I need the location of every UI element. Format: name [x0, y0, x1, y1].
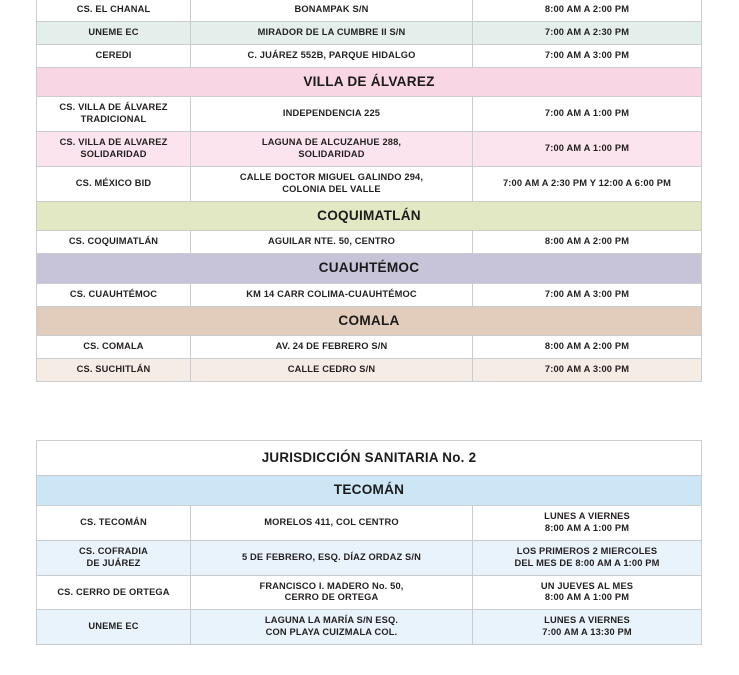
address-cell: C. JUÁREZ 552B, PARQUE HIDALGO	[191, 44, 473, 67]
section-header-row	[37, 254, 702, 284]
unit-name-cell: UNEME EC	[37, 610, 191, 645]
unit-name-cell: CS. EL CHANAL	[37, 0, 191, 21]
address-cell: MORELOS 411, COL CENTRO	[191, 506, 473, 541]
address-cell: LAGUNA LA MARÍA S/N ESQ. CON PLAYA CUIZMALA COL.	[191, 610, 473, 645]
jurisdiccion-1-body	[37, 0, 702, 382]
table-row	[37, 97, 702, 132]
address-cell: FRANCISCO I. MADERO No. 50, CERRO DE ORTEGA	[191, 575, 473, 610]
jurisdiccion-1-table-wrap	[36, 0, 702, 382]
schedule-cell: 7:00 AM A 3:00 PM	[473, 359, 702, 382]
schedule-cell: 7:00 AM A 3:00 PM	[473, 283, 702, 306]
section-header-title: COQUIMATLÁN	[37, 201, 702, 231]
section-header-title: TECOMÁN	[37, 476, 702, 506]
table-row	[37, 359, 702, 382]
schedule-cell: 7:00 AM A 1:00 PM	[473, 97, 702, 132]
unit-name-cell: CS. TECOMÁN	[37, 506, 191, 541]
address-cell: MIRADOR DE LA CUMBRE II S/N	[191, 21, 473, 44]
unit-name-cell: CS. CUAUHTÉMOC	[37, 283, 191, 306]
table-row	[37, 540, 702, 575]
unit-name-cell: CS. CERRO DE ORTEGA	[37, 575, 191, 610]
section-header-title: VILLA DE ÁLVAREZ	[37, 67, 702, 97]
jurisdiccion-2-table-wrap	[36, 440, 702, 645]
schedule-cell: 8:00 AM A 2:00 PM	[473, 336, 702, 359]
section-header-title: JURISDICCIÓN SANITARIA No. 2	[37, 441, 702, 476]
schedule-cell: 8:00 AM A 2:00 PM	[473, 231, 702, 254]
unit-name-cell: CS. COFRADIA DE JUÁREZ	[37, 540, 191, 575]
section-header-row	[37, 306, 702, 336]
jurisdiccion-2-table	[36, 440, 702, 645]
unit-name-cell: CS. VILLA DE ALVAREZ SOLIDARIDAD	[37, 132, 191, 167]
unit-name-cell: CS. SUCHITLÁN	[37, 359, 191, 382]
table-row	[37, 283, 702, 306]
unit-name-cell: UNEME EC	[37, 21, 191, 44]
section-header-row	[37, 441, 702, 476]
table-row	[37, 575, 702, 610]
schedule-cell: LUNES A VIERNES 8:00 AM A 1:00 PM	[473, 506, 702, 541]
address-cell: CALLE CEDRO S/N	[191, 359, 473, 382]
schedule-cell: UN JUEVES AL MES 8:00 AM A 1:00 PM	[473, 575, 702, 610]
schedule-cell: 7:00 AM A 1:00 PM	[473, 132, 702, 167]
section-header-row	[37, 476, 702, 506]
table-row	[37, 44, 702, 67]
section-header-row	[37, 201, 702, 231]
unit-name-cell: CS. COMALA	[37, 336, 191, 359]
unit-name-cell: CEREDI	[37, 44, 191, 67]
schedule-cell: LUNES A VIERNES 7:00 AM A 13:30 PM	[473, 610, 702, 645]
schedule-cell: 7:00 AM A 3:00 PM	[473, 44, 702, 67]
schedule-cell: 7:00 AM A 2:30 PM Y 12:00 A 6:00 PM	[473, 166, 702, 201]
section-header-title: CUAUHTÉMOC	[37, 254, 702, 284]
schedule-cell: LOS PRIMEROS 2 MIERCOLES DEL MES DE 8:00 AM A 1:00 PM	[473, 540, 702, 575]
table-row	[37, 166, 702, 201]
table-row	[37, 336, 702, 359]
unit-name-cell: CS. MÉXICO BID	[37, 166, 191, 201]
section-header-row	[37, 67, 702, 97]
address-cell: AV. 24 DE FEBRERO S/N	[191, 336, 473, 359]
address-cell: AGUILAR NTE. 50, CENTRO	[191, 231, 473, 254]
address-cell: LAGUNA DE ALCUZAHUE 288, SOLIDARIDAD	[191, 132, 473, 167]
address-cell: CALLE DOCTOR MIGUEL GALINDO 294, COLONIA DEL VALLE	[191, 166, 473, 201]
jurisdiccion-1-table	[36, 0, 702, 382]
table-row	[37, 0, 702, 21]
unit-name-cell: CS. VILLA DE ÁLVAREZ TRADICIONAL	[37, 97, 191, 132]
table-row	[37, 610, 702, 645]
table-row	[37, 231, 702, 254]
address-cell: 5 DE FEBRERO, ESQ. DÍAZ ORDAZ S/N	[191, 540, 473, 575]
table-row	[37, 506, 702, 541]
section-header-title: COMALA	[37, 306, 702, 336]
schedule-cell: 7:00 AM A 2:30 PM	[473, 21, 702, 44]
address-cell: INDEPENDENCIA 225	[191, 97, 473, 132]
address-cell: KM 14 CARR COLIMA-CUAUHTÉMOC	[191, 283, 473, 306]
table-row	[37, 21, 702, 44]
jurisdiccion-2-body	[37, 441, 702, 645]
table-row	[37, 132, 702, 167]
schedule-cell: 8:00 AM A 2:00 PM	[473, 0, 702, 21]
address-cell: BONAMPAK S/N	[191, 0, 473, 21]
unit-name-cell: CS. COQUIMATLÁN	[37, 231, 191, 254]
